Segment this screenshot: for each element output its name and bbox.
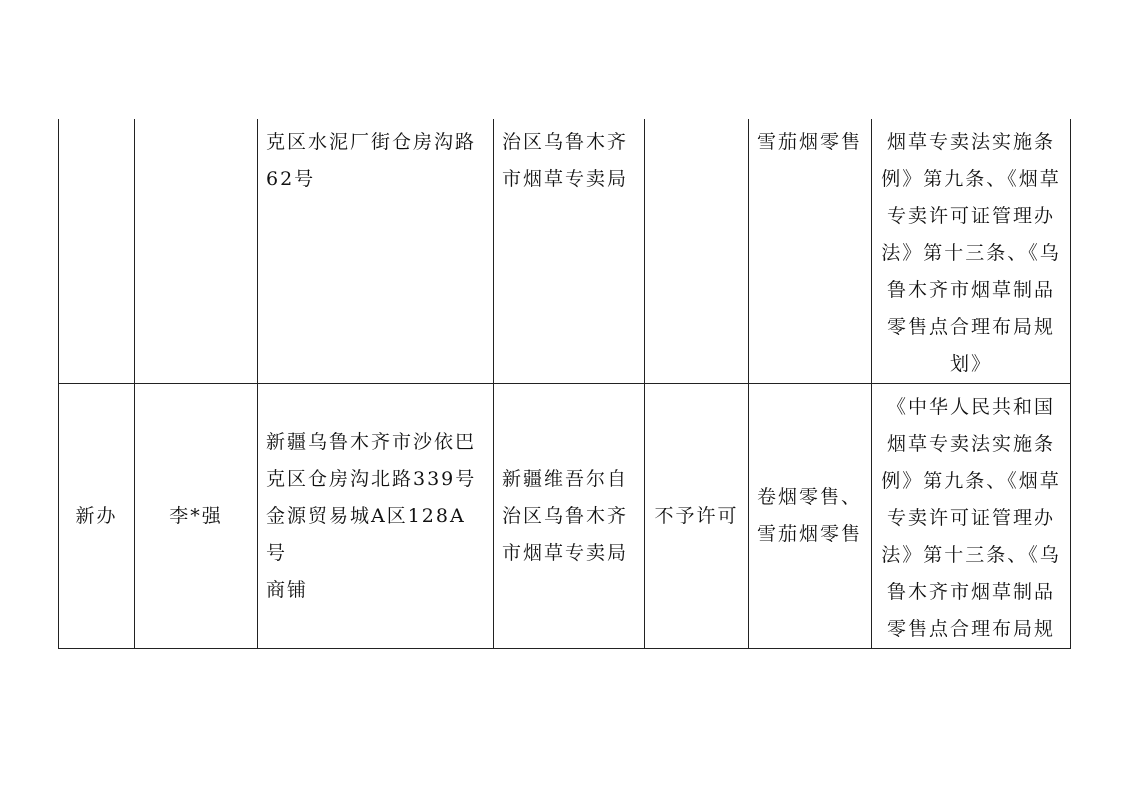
table-row: [59, 384, 1071, 649]
decision-cell: [645, 119, 749, 384]
application-type-cell: [59, 119, 135, 384]
table-row: [59, 119, 1071, 384]
applicant-name-cell: 李*强: [135, 384, 258, 649]
issuing-authority-cell: 治区乌鲁木齐 市烟草专卖局: [494, 119, 645, 384]
legal-basis-cell: 烟草专卖法实施条 例》第九条、《烟草 专卖许可证管理办 法》第十三条、《乌 鲁木齐市烟草制品 零售点合理布局规 划》: [872, 119, 1071, 384]
legal-basis-cell: 《中华人民共和国 烟草专卖法实施条 例》第九条、《烟草 专卖许可证管理办 法》第十三条、《乌 鲁木齐市烟草制品 零售点合理布局规: [872, 384, 1071, 649]
business-scope-cell: 卷烟零售、 雪茄烟零售: [749, 384, 872, 649]
issuing-authority-cell: 新疆维吾尔自 治区乌鲁木齐 市烟草专卖局: [494, 384, 645, 649]
business-address-cell: 克区水泥厂街仓房沟路 62号: [258, 119, 494, 384]
applicant-name-cell: [135, 119, 258, 384]
business-scope-cell: 雪茄烟零售: [749, 119, 872, 384]
permit-decision-table: [58, 119, 1071, 649]
application-type-cell: 新办: [59, 384, 135, 649]
decision-cell: 不予许可: [645, 384, 749, 649]
business-address-cell: 新疆乌鲁木齐市沙依巴 克区仓房沟北路339号 金源贸易城A区128A号 商铺: [258, 384, 494, 649]
